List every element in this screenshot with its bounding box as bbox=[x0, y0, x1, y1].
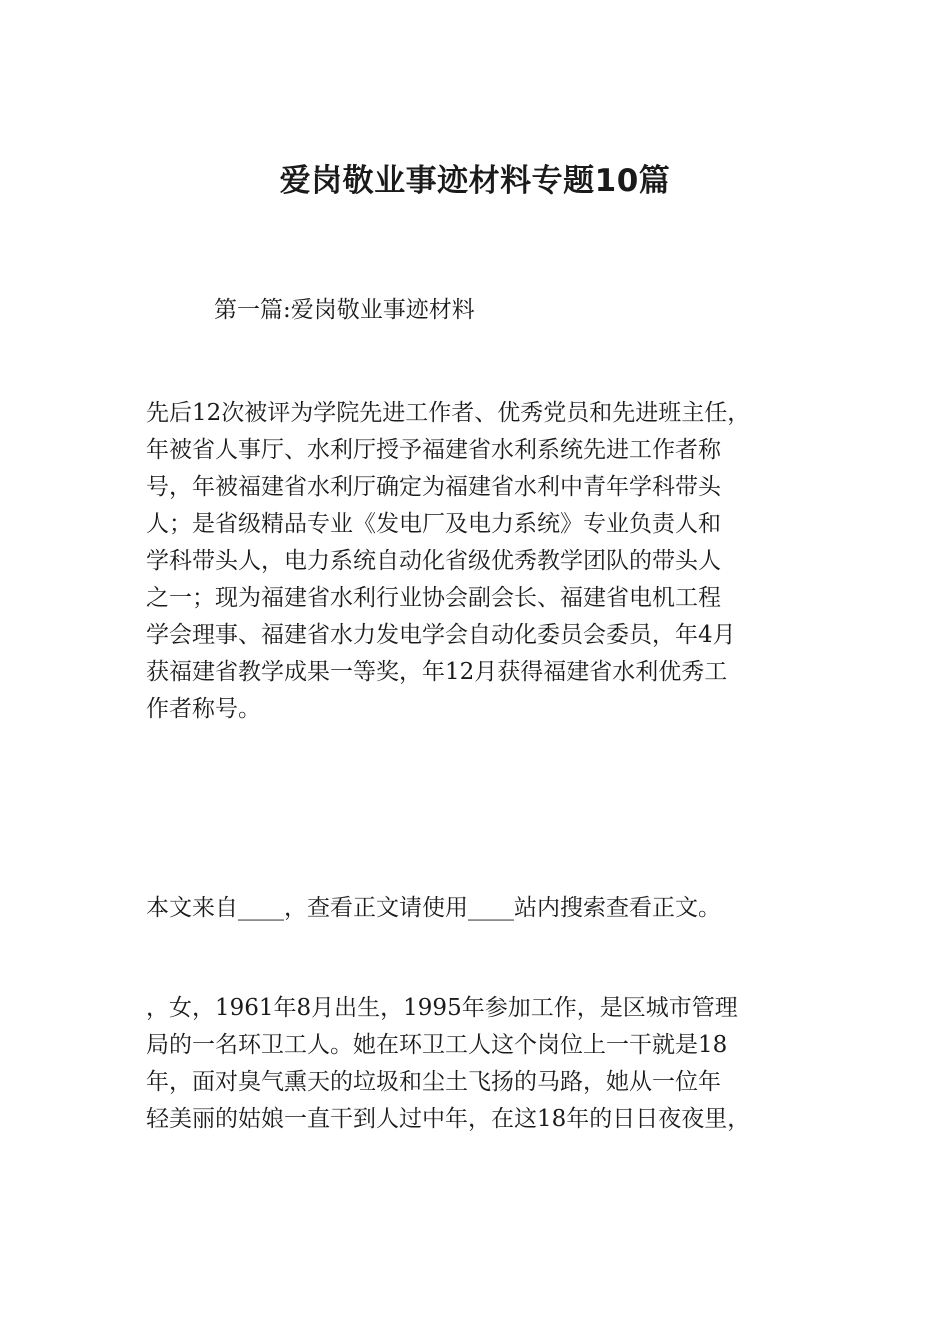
paragraph-line: 先后12次被评为学院先进工作者、优秀党员和先进班主任， bbox=[146, 400, 751, 426]
paragraph-line: 本文来自____，查看正文请使用____站内搜索查看正文。 bbox=[146, 895, 721, 921]
paragraph bbox=[146, 395, 816, 728]
section-heading: 第一篇:爱岗敬业事迹材料 bbox=[214, 297, 475, 323]
paragraph-line: 之一；现为福建省水利行业协会副会长、福建省电机工程 bbox=[146, 585, 721, 611]
paragraph-line: 年被省人事厅、水利厅授予福建省水利系统先进工作者称 bbox=[146, 437, 721, 463]
paragraph-line: 号，年被福建省水利厅确定为福建省水利中青年学科带头 bbox=[146, 474, 721, 500]
paragraph-line: 人；是省级精品专业《发电厂及电力系统》专业负责人和 bbox=[146, 511, 721, 537]
paragraph-line: 局的一名环卫工人。她在环卫工人这个岗位上一干就是18 bbox=[146, 1032, 728, 1058]
paragraph-line: 学会理事、福建省水力发电学会自动化委员会委员，年4月 bbox=[146, 622, 736, 648]
paragraph-line: 获福建省教学成果一等奖，年12月获得福建省水利优秀工 bbox=[146, 659, 728, 685]
paragraph-line: 作者称号。 bbox=[146, 696, 261, 722]
document-title: 爱岗敬业事迹材料专题10篇 bbox=[279, 163, 671, 199]
paragraph bbox=[146, 990, 816, 1138]
paragraph-line: 轻美丽的姑娘一直干到人过中年，在这18年的日日夜夜里， bbox=[146, 1106, 751, 1132]
paragraph-line: 年，面对臭气熏天的垃圾和尘土飞扬的马路，她从一位年 bbox=[146, 1069, 721, 1095]
paragraph-line: 学科带头人，电力系统自动化省级优秀教学团队的带头人 bbox=[146, 548, 721, 574]
source-notice-paragraph bbox=[146, 890, 816, 927]
paragraph-line: ，女，1961年8月出生，1995年参加工作，是区城市管理 bbox=[146, 995, 738, 1021]
